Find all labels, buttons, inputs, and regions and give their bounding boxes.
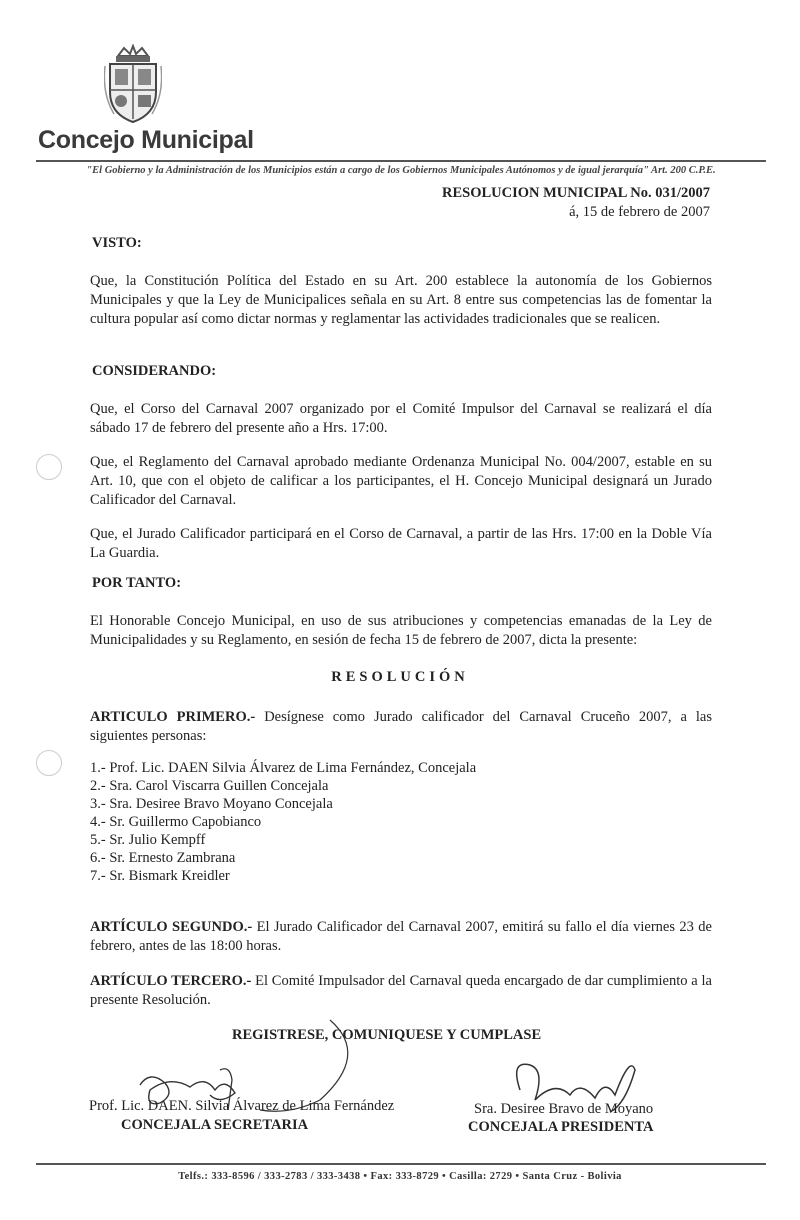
considerando-paragraph-2: Que, el Reglamento del Carnaval aprobado mediante Ordenanza Municipal No. 004/2007, estable en su Art. 10, que con el objeto de calificar a los participantes, el H. Concejo Municipal designará un Jurado Calificador del Carnaval. xyxy=(90,454,712,508)
por-tanto-heading: POR TANTO: xyxy=(92,575,182,591)
articulo-primero-text: Desígnese como Jurado calificador del Carnaval Cruceño 2007, a las siguientes personas: xyxy=(90,709,712,744)
considerando-paragraph-1: Que, el Corso del Carnaval 2007 organizado por el Comité Impulsor del Carnaval se realizará el día sábado 17 de febrero del presente año a Hrs. 17:00. xyxy=(90,401,712,436)
articulo-tercero-label: ARTÍCULO TERCERO.- xyxy=(90,973,252,989)
articulo-primero xyxy=(90,708,712,746)
list-item: 7.- Sr. Bismark Kreidler xyxy=(90,868,230,884)
articulo-segundo xyxy=(90,918,712,956)
jury-list xyxy=(90,759,476,885)
resolution-number: RESOLUCION MUNICIPAL No. 031/2007 xyxy=(441,185,710,201)
visto-heading: VISTO: xyxy=(92,235,142,251)
signature-left-name: Prof. Lic. DAEN. Silvia Álvarez de Lima Fernández xyxy=(89,1098,395,1114)
signature-right-role: CONCEJALA PRESIDENTA xyxy=(468,1119,654,1135)
header-rule xyxy=(36,160,766,162)
list-item: 4.- Sr. Guillermo Capobianco xyxy=(90,814,262,830)
articulo-segundo-label: ARTÍCULO SEGUNDO.- xyxy=(90,919,253,935)
footer-rule xyxy=(36,1163,766,1165)
signature-left-role: CONCEJALA SECRETARIA xyxy=(121,1117,309,1133)
considerando-paragraph-3: Que, el Jurado Calificador participará en el Corso de Carnaval, a partir de las Hrs. 17:00 en la Doble Vía La Guardia. xyxy=(90,526,712,561)
articulo-tercero-text: El Comité Impulsador del Carnaval queda encargado de dar cumplimiento a la presente Resolución. xyxy=(90,973,712,1008)
list-item: 2.- Sra. Carol Viscarra Guillen Concejala xyxy=(90,778,329,794)
articulo-segundo-text: El Jurado Calificador del Carnaval 2007, emitirá su fallo el día viernes 23 de febrero, antes de las 18:00 horas. xyxy=(90,919,712,954)
footer-contact: Telfs.: 333-8596 / 333-2783 / 333-3438 • Fax: 333-8729 • Casilla: 2729 • Santa Cruz - Bolivia xyxy=(178,1171,622,1182)
por-tanto-text: El Honorable Concejo Municipal, en uso de sus atribuciones y competencias emanadas de la Ley de Municipalidades y su Reglamento, en sesión de fecha 15 de febrero de 2007, dicta la presente: xyxy=(90,613,712,648)
considerando-heading: CONSIDERANDO: xyxy=(92,363,217,379)
resolution-date: á, 15 de febrero de 2007 xyxy=(569,204,710,220)
visto-text: Que, la Constitución Política del Estado en su Art. 200 establece la autonomía de los Gobiernos Municipales y que la Ley de Municipalices señala en su Art. 8 entre sus competencias las de fomentar la cultura popular así como dictar normas y reglamentar las actividades tradicionales que se realicen. xyxy=(90,273,712,327)
list-item: 1.- Prof. Lic. DAEN Silvia Álvarez de Lima Fernández, Concejala xyxy=(90,760,477,776)
closing-formula: REGISTRESE, COMUNIQUESE Y CUMPLASE xyxy=(232,1027,542,1043)
articulo-tercero xyxy=(90,972,712,1010)
coat-of-arms-icon xyxy=(104,44,162,124)
header-motto: "El Gobierno y la Administración de los Municipios están a cargo de los Gobiernos Municipales Autónomos y de igual jerarquía" Art. 200 C.P.E. xyxy=(86,165,716,176)
resolution-title: RESOLUCIÓN xyxy=(331,669,469,685)
list-item: 6.- Sr. Ernesto Zambrana xyxy=(90,850,236,866)
articulo-primero-label: ARTICULO PRIMERO.- xyxy=(90,709,256,725)
institution-name: Concejo Municipal xyxy=(38,126,254,154)
punch-hole xyxy=(36,454,62,480)
signature-right-name: Sra. Desiree Bravo de Moyano xyxy=(474,1101,654,1117)
list-item: 5.- Sr. Julio Kempff xyxy=(90,832,206,848)
list-item: 3.- Sra. Desiree Bravo Moyano Concejala xyxy=(90,796,333,812)
punch-hole xyxy=(36,750,62,776)
